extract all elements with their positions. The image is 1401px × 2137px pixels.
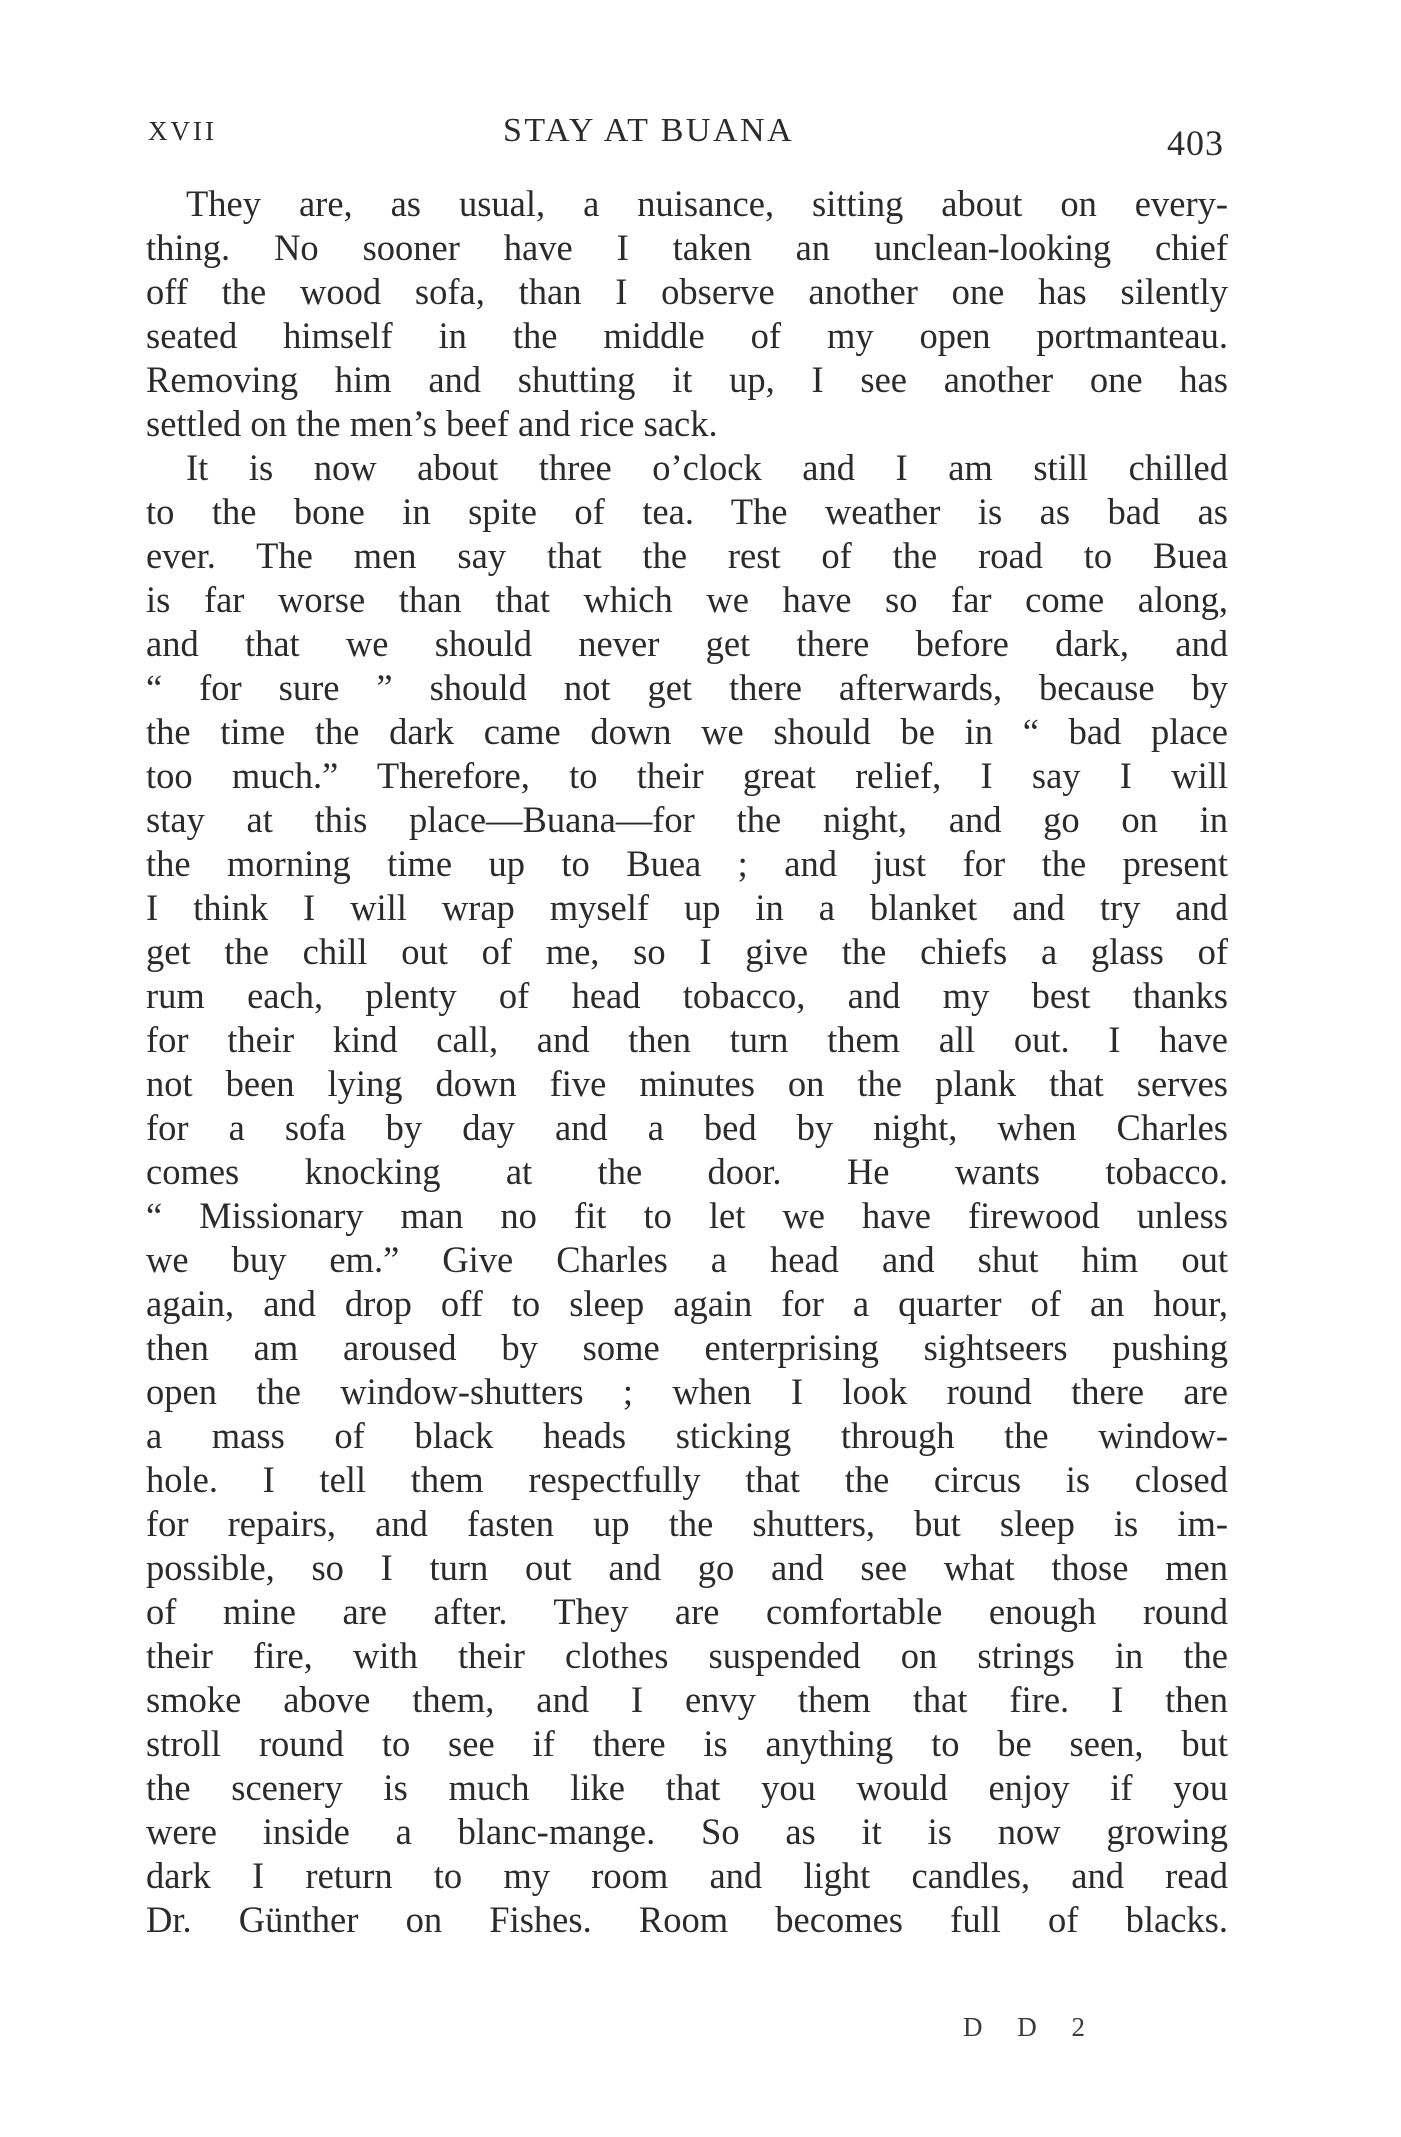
text-line: “ Missionary man no fit to let we have firewood unless: [146, 1195, 1228, 1236]
text-line: settled on the men’s beef and rice sack.: [146, 403, 718, 444]
text-line: Removing him and shutting it up, I see another one has: [146, 359, 1228, 400]
text-line: get the chill out of me, so I give the chiefs a glass of: [146, 931, 1228, 972]
text-line: stroll round to see if there is anything to be seen, but: [146, 1723, 1228, 1764]
text-line: a mass of black heads sticking through the window-: [146, 1415, 1228, 1456]
text-line: comes knocking at the door. He wants tobacco.: [146, 1151, 1228, 1192]
text-line: “ for sure ” should not get there afterwards, because by: [146, 667, 1228, 708]
text-line: again, and drop off to sleep again for a quarter of an hour,: [146, 1283, 1228, 1324]
text-line: the time the dark came down we should be in “ bad place: [146, 711, 1228, 752]
page-header: [148, 112, 1230, 162]
text-line: the morning time up to Buea ; and just for the present: [146, 843, 1228, 884]
signature-mark: D D 2: [963, 2012, 1099, 2042]
text-line: and that we should never get there before dark, and: [146, 623, 1228, 664]
text-line: seated himself in the middle of my open portmanteau.: [146, 315, 1228, 356]
text-line: for their kind call, and then turn them all out. I have: [146, 1019, 1228, 1060]
text-line: is far worse than that which we have so far come along,: [146, 579, 1228, 620]
running-title: STAY AT BUANA: [503, 112, 795, 149]
text-line: their fire, with their clothes suspended on strings in the: [146, 1635, 1228, 1676]
text-line: smoke above them, and I envy them that fire. I then: [146, 1679, 1228, 1720]
text-line: the scenery is much like that you would enjoy if you: [146, 1767, 1228, 1808]
text-line: rum each, plenty of head tobacco, and my best thanks: [146, 975, 1228, 1016]
text-line: It is now about three o’clock and I am still chilled: [186, 447, 1228, 488]
text-line: off the wood sofa, than I observe another one has silently: [146, 271, 1228, 312]
text-line: They are, as usual, a nuisance, sitting about on every-: [186, 183, 1228, 224]
text-line: I think I will wrap myself up in a blanket and try and: [146, 887, 1228, 928]
text-line: open the window-shutters ; when I look round there are: [146, 1371, 1228, 1412]
chapter-number: XVII: [148, 116, 217, 146]
text-line: of mine are after. They are comfortable enough round: [146, 1591, 1228, 1632]
text-line: to the bone in spite of tea. The weather is as bad as: [146, 491, 1228, 532]
text-line: dark I return to my room and light candles, and read: [146, 1855, 1228, 1896]
page-number: 403: [1167, 123, 1224, 163]
text-line: were inside a blanc-mange. So as it is now growing: [146, 1811, 1228, 1852]
text-line: ever. The men say that the rest of the road to Buea: [146, 535, 1228, 576]
text-line: for repairs, and fasten up the shutters, but sleep is im-: [146, 1503, 1228, 1544]
text-line: stay at this place—Buana—for the night, and go on in: [146, 799, 1228, 840]
text-line: then am aroused by some enterprising sightseers pushing: [146, 1327, 1228, 1368]
text-line: possible, so I turn out and go and see what those men: [146, 1547, 1228, 1588]
text-line: not been lying down five minutes on the plank that serves: [146, 1063, 1228, 1104]
text-line: Dr. Günther on Fishes. Room becomes full of blacks.: [146, 1899, 1228, 1940]
text-line: we buy em.” Give Charles a head and shut him out: [146, 1239, 1228, 1280]
text-line: hole. I tell them respectfully that the circus is closed: [146, 1459, 1228, 1500]
text-line: thing. No sooner have I taken an unclean-looking chief: [146, 227, 1228, 268]
text-line: too much.” Therefore, to their great relief, I say I will: [146, 755, 1228, 796]
text-line: for a sofa by day and a bed by night, when Charles: [146, 1107, 1228, 1148]
body-text: [146, 182, 1228, 1942]
